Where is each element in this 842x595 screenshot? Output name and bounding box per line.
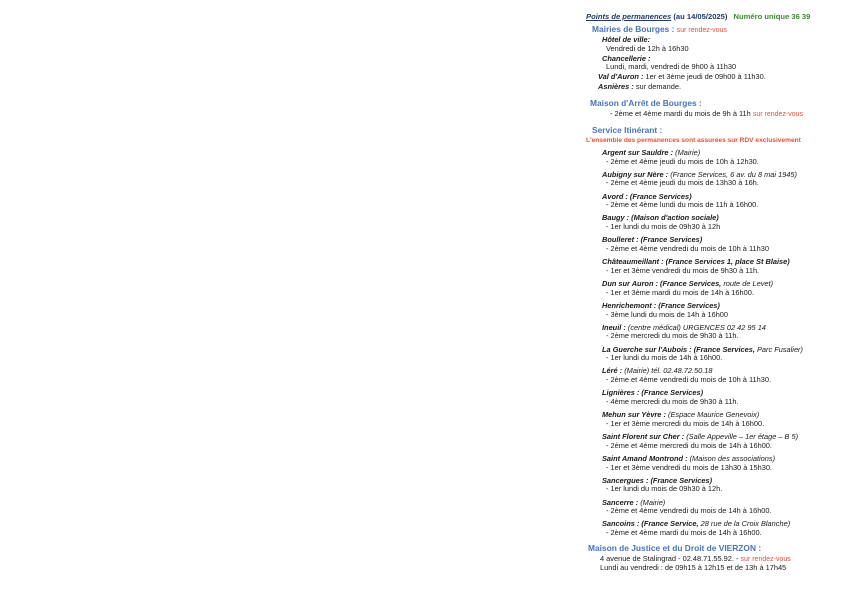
entry-name: Argent sur Sauldre : bbox=[602, 147, 674, 157]
entry-note: (centre médical) URGENCES 02 42 95 14 bbox=[627, 322, 766, 332]
list-item bbox=[586, 477, 836, 494]
entry-schedule: - 1er et 3ème vendredi du mois de 13h30 à 15h30. bbox=[606, 462, 772, 472]
entry-note: (Salle Appeville – 1er étage – B 5) bbox=[686, 432, 799, 441]
entry-schedule: - 1er lundi du mois de 14h à 16h00. bbox=[606, 353, 723, 363]
entry-name: Châteaumeillant : (France Services 1, place St Blaise) bbox=[602, 257, 790, 267]
header-title: Points de permanences bbox=[586, 12, 672, 21]
entry-name: Saint Florent sur Cher : bbox=[602, 432, 685, 441]
entry-schedule: - 2ème et 4ème jeudi du mois de 13h30 à 16h. bbox=[606, 178, 759, 188]
entry-name: Baugy : (Maison d'action sociale) bbox=[602, 213, 719, 223]
entry-name: Sancerre : bbox=[602, 497, 639, 507]
header-phone-number: Numéro unique 36 39 bbox=[733, 12, 811, 21]
entry-note: (Espace Maurice Genevoix) bbox=[668, 410, 760, 420]
list-item bbox=[586, 280, 836, 297]
entry-schedule: - 3ème lundi du mois de 14h à 16h00 bbox=[606, 309, 729, 319]
entry-note: (France Services, 6 av. du 8 mai 1945) bbox=[670, 169, 797, 179]
entry-name: Ineuil : bbox=[602, 322, 626, 332]
entry-note: (Mairie) tél. 02.48.72.50.18 bbox=[624, 366, 713, 376]
entry-schedule: - 1er et 3ème mardi du mois de 14h à 16h00. bbox=[606, 287, 754, 297]
header-date: (au 14/05/2025) bbox=[673, 12, 728, 21]
entry-note: 28 rue de la Croix Blanche) bbox=[700, 519, 791, 529]
list-item bbox=[586, 455, 836, 472]
entry-schedule: - 2ème et 4ème vendredi du mois de 10h à 11h30. bbox=[606, 375, 772, 385]
entry-name: Boulleret : (France Services) bbox=[602, 235, 703, 245]
entry-name: Léré : bbox=[602, 366, 623, 376]
entry-schedule: - 2ème et 4ème mercredi du mois de 14h à 16h00. bbox=[606, 440, 772, 450]
list-item bbox=[586, 411, 836, 428]
maison-arret-row bbox=[610, 110, 836, 119]
section-maison-arret: Maison d'Arrêt de Bourges : bbox=[590, 97, 702, 108]
entry-note: (Mairie) bbox=[640, 497, 666, 507]
service-itinerant-list bbox=[586, 149, 836, 538]
list-item bbox=[586, 389, 836, 406]
asnieres-hours: sur demande. bbox=[635, 81, 682, 91]
list-item bbox=[586, 171, 836, 188]
vierzon-hours: Lundi au vendredi : de 09h15 à 12h15 et de 13h à 17h45 bbox=[600, 563, 787, 573]
list-item bbox=[586, 149, 836, 166]
entry-schedule: - 2ème et 4ème lundi du mois de 11h à 16h00. bbox=[606, 200, 759, 210]
entry-name: La Guerche sur l'Aubois : (France Services, bbox=[602, 344, 755, 354]
val-d-auron-label: Val d'Auron : bbox=[598, 72, 644, 82]
section-vierzon: Maison de Justice et du Droit de VIERZON : bbox=[588, 542, 762, 553]
entry-name: Saint Amand Montrond : bbox=[602, 453, 688, 463]
entry-name: Sancergues : (France Services) bbox=[602, 475, 713, 485]
list-item bbox=[586, 324, 836, 341]
section-mairies-title: Mairies de Bourges : bbox=[592, 23, 675, 34]
entry-schedule: - 1er et 3ème vendredi du mois de 9h30 à 11h. bbox=[606, 265, 760, 275]
entry-schedule: - 4ème mercredi du mois de 9h30 à 11h. bbox=[606, 397, 739, 407]
entry-name: Mehun sur Yèvre : bbox=[602, 410, 666, 420]
mairies-appointment-note: sur rendez-vous bbox=[676, 26, 727, 34]
list-item bbox=[586, 433, 836, 450]
entry-name: Avord : (France Services) bbox=[602, 191, 692, 201]
entry-name: Aubigny sur Nère : bbox=[602, 169, 669, 179]
chancellerie-label: Chancellerie : bbox=[602, 53, 651, 63]
list-item bbox=[586, 193, 836, 210]
entry-note: (Mairie) bbox=[675, 147, 701, 157]
asnieres-label: Asnières : bbox=[598, 81, 634, 91]
entry-schedule: - 1er lundi du mois de 09h30 à 12h. bbox=[606, 484, 723, 494]
entry-schedule: - 2ème et 4ème vendredi du mois de 10h à 11h30 bbox=[606, 244, 769, 253]
vierzon-address: 4 avenue de Stalingrad - 02.48.71.55.92. - bbox=[600, 553, 739, 563]
entry-schedule: - 1er lundi du mois de 09h30 à 12h bbox=[606, 222, 721, 232]
document-header bbox=[586, 13, 836, 22]
entry-schedule: - 2ème et 4ème vendredi du mois de 14h à 16h00. bbox=[606, 506, 772, 516]
val-d-auron-row bbox=[598, 73, 836, 82]
entry-name: Sancoins : (France Service, bbox=[602, 519, 699, 529]
list-item bbox=[586, 302, 836, 319]
list-item bbox=[586, 346, 836, 363]
list-item bbox=[586, 367, 836, 384]
list-item bbox=[586, 520, 836, 537]
hotel-de-ville-hours: Vendredi de 12h à 16h30 bbox=[606, 43, 689, 53]
entry-name: Lignières : (France Services) bbox=[602, 388, 704, 398]
entry-name: Henrichemont : (France Services) bbox=[602, 300, 720, 310]
list-item bbox=[586, 236, 836, 253]
asnieres-row bbox=[598, 83, 836, 92]
service-itinerant-alert: L'ensemble des permanences sont assurées sur RDV exclusivement bbox=[586, 136, 801, 144]
entry-note: (Maison des associations) bbox=[689, 453, 776, 463]
hotel-de-ville-label: Hôtel de ville: bbox=[602, 35, 651, 45]
entry-schedule: - 2ème et 4ème jeudi du mois de 10h à 12h30. bbox=[606, 156, 759, 166]
entry-note: Parc Fusalier) bbox=[756, 344, 803, 354]
chancellerie-hours: Lundi, mardi, vendredi de 9h00 à 11h30 bbox=[606, 62, 737, 72]
section-mairies bbox=[592, 25, 836, 35]
val-d-auron-hours: 1er et 3ème jeudi de 09h00 à 11h30. bbox=[645, 72, 766, 82]
permanences-column bbox=[586, 13, 836, 573]
maison-arret-hours: - 2ème et 4ème mardi du mois de 9h à 11h bbox=[610, 108, 751, 118]
list-item bbox=[586, 499, 836, 516]
vierzon-appointment-note: sur rendez-vous bbox=[740, 555, 791, 563]
section-service-itinerant: Service Itinérant : bbox=[592, 124, 663, 135]
entry-schedule: - 2ème et 4ème mardi du mois de 14h à 16h00. bbox=[606, 528, 762, 538]
entry-name: Dun sur Auron : (France Services, bbox=[602, 278, 722, 288]
list-item bbox=[586, 258, 836, 275]
list-item bbox=[586, 214, 836, 231]
entry-schedule: - 2ème mercredi du mois de 9h30 à 11h. bbox=[606, 331, 739, 341]
entry-note: route de Levet) bbox=[723, 278, 774, 288]
entry-schedule: - 1er et 3ème mercredi du mois de 14h à 16h00. bbox=[606, 418, 765, 428]
maison-arret-appointment-note: sur rendez-vous bbox=[752, 110, 804, 118]
